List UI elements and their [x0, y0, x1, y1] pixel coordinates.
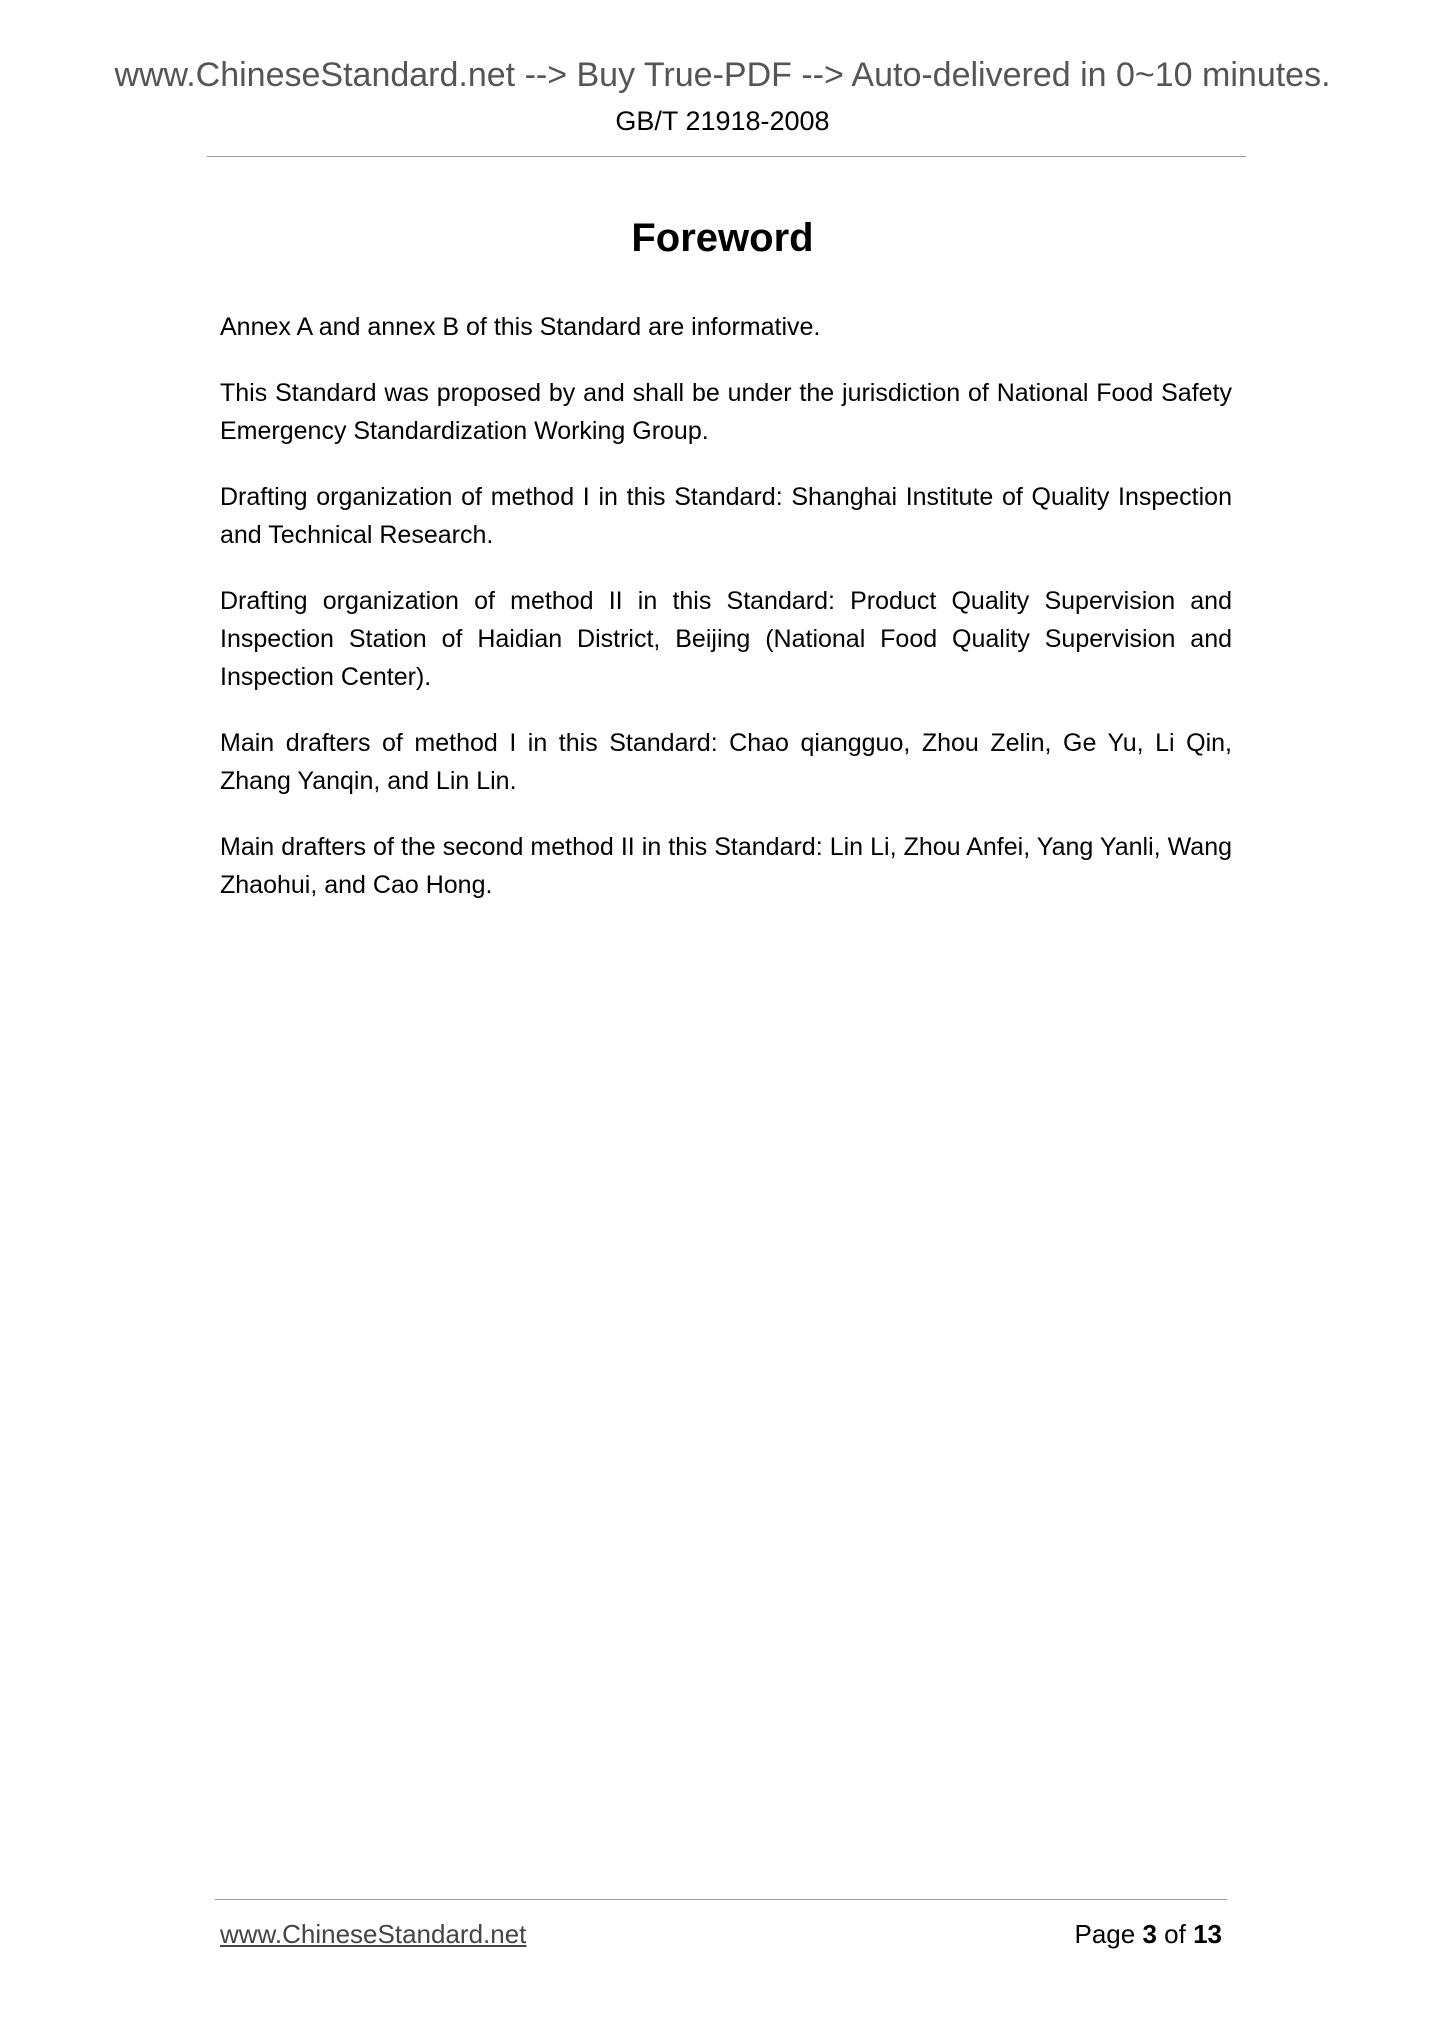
footer-divider [215, 1899, 1227, 1900]
current-page-number: 3 [1142, 1919, 1157, 1949]
footer-site-link[interactable]: www.ChineseStandard.net [220, 1919, 527, 1949]
total-pages-number: 13 [1193, 1919, 1222, 1949]
standard-code: GB/T 21918-2008 [615, 106, 830, 136]
paragraph-drafters-method-1: Main drafters of method I in this Standard: Chao qiangguo, Zhou Zelin, Ge Yu, Li Qin, Zhang Yanqin, and Lin Lin. [220, 729, 1232, 795]
paragraph-drafting-org-method-1: Drafting organization of method I in this Standard: Shanghai Institute of Quality Inspection and Technical Research. [220, 483, 1232, 549]
paragraph-drafters-method-2: Main drafters of the second method II in this Standard: Lin Li, Zhou Anfei, Yang Yanli, Wang Zhaohui, and Cao Hong. [220, 833, 1232, 899]
page-separator: of [1164, 1919, 1186, 1949]
page-prefix: Page [1074, 1919, 1136, 1949]
paragraph-drafting-org-method-2: Drafting organization of method II in this Standard: Product Quality Supervision and Inspection Station of Haidian District, Beijing (National Food Quality Supervision and Inspection Center). [220, 587, 1232, 691]
paragraph-proposer: This Standard was proposed by and shall be under the jurisdiction of National Food Safety Emergency Standardization Working Group. [220, 379, 1232, 445]
paragraph-annex-note: Annex A and annex B of this Standard are informative. [220, 313, 821, 341]
header-divider [207, 156, 1246, 157]
page-title: Foreword [631, 216, 814, 260]
site-banner: www.ChineseStandard.net --> Buy True-PDF --> Auto-delivered in 0~10 minutes. [114, 56, 1331, 94]
foreword-body [220, 308, 1232, 932]
page-indicator [1074, 1919, 1222, 1950]
